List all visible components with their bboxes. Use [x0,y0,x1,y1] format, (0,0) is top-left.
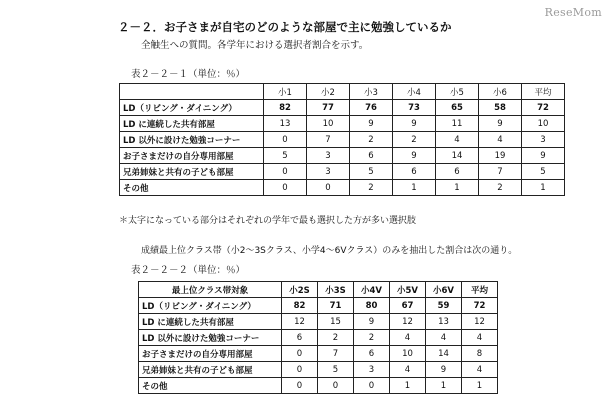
table2-col-header: 小2S [282,282,318,298]
table2-col-header: 平均 [462,282,498,298]
table1-cell: 11 [436,116,479,132]
table1-row-label: お子さまだけの自分専用部屋 [120,148,264,164]
table2-row [139,346,498,362]
table1-cell: 9 [522,148,565,164]
table1-cell: 77 [307,100,350,116]
table1-cell: 4 [436,132,479,148]
table2-cell: 4 [462,330,498,346]
table2-cell: 4 [390,330,426,346]
table2 [138,281,498,394]
table2-col-header: 小6V [426,282,462,298]
table1-cell: 3 [307,164,350,180]
table2-cell: 12 [390,314,426,330]
table2-cell: 1 [390,378,426,394]
bold-note: ＊太字になっている部分はそれぞれの学年で最も選択した方が多い選択肢 [119,216,417,226]
table1-cell: 9 [350,116,393,132]
table1-cell: 7 [479,164,522,180]
table1-row-label: 兄弟姉妹と共有の子ども部屋 [120,164,264,180]
table2-header-row [139,282,498,298]
table2-cell: 13 [426,314,462,330]
table1-cell: 1 [522,180,565,196]
table1-caption: 表２－２－１（単位：％） [131,69,246,80]
table2-row [139,314,498,330]
table1-row-label: LD（リビング・ダイニング） [120,100,264,116]
table2-col-header: 小5V [390,282,426,298]
table2-row [139,330,498,346]
table1-cell: 0 [264,180,307,196]
table1-corner [120,84,264,100]
table2-cell: 67 [390,298,426,314]
table1-row-label: その他 [120,180,264,196]
table2-col-header: 小3S [318,282,354,298]
table2-row [139,378,498,394]
table2-cell: 0 [282,378,318,394]
table2-cell: 0 [282,362,318,378]
table2-cell: 4 [426,330,462,346]
table1-cell: 2 [350,132,393,148]
table1-cell: 0 [307,180,350,196]
section-heading: ２－２．お子さまが自宅のどのような部屋で主に勉強しているか [118,20,452,34]
table2-row [139,362,498,378]
table2-cell: 5 [318,362,354,378]
table1-cell: 73 [393,100,436,116]
table2-cell: 0 [354,378,390,394]
table1-cell: 14 [436,148,479,164]
table1-cell: 5 [350,164,393,180]
table1-cell: 9 [393,148,436,164]
table2-cell: 9 [426,362,462,378]
table2-cell: 1 [426,378,462,394]
table1-row [120,148,565,164]
table2-row [139,298,498,314]
table2-cell: 12 [462,314,498,330]
table1-col-header: 小6 [479,84,522,100]
table1-cell: 6 [350,148,393,164]
table1-col-header: 小2 [307,84,350,100]
table2-row-label: LD（リビング・ダイニング） [139,298,282,314]
table2-cell: 6 [354,346,390,362]
table2-cell: 15 [318,314,354,330]
table2-cell: 3 [354,362,390,378]
table1-cell: 5 [264,148,307,164]
table1-cell: 0 [264,164,307,180]
table2-cell: 4 [462,362,498,378]
table1-cell: 1 [436,180,479,196]
table2-cell: 2 [354,330,390,346]
table2-corner: 最上位クラス帯対象 [139,282,282,298]
table1-cell: 0 [264,132,307,148]
table1-cell: 2 [350,180,393,196]
table1-row-label: LD 以外に設けた勉強コーナー [120,132,264,148]
table2-cell: 0 [318,378,354,394]
table1-header-row [120,84,565,100]
table1-cell: 3 [307,148,350,164]
table1-col-header: 平均 [522,84,565,100]
table2-cell: 72 [462,298,498,314]
table1-row [120,180,565,196]
table1-cell: 2 [393,132,436,148]
table2-cell: 0 [282,346,318,362]
table1-row [120,100,565,116]
table1-row [120,116,565,132]
table1-row [120,132,565,148]
table1-col-header: 小5 [436,84,479,100]
table2-cell: 59 [426,298,462,314]
site-logo: ReseMom [544,6,602,19]
table2-cell: 2 [318,330,354,346]
table1-col-header: 小4 [393,84,436,100]
table2-cell: 80 [354,298,390,314]
table1-cell: 3 [522,132,565,148]
table1-cell: 72 [522,100,565,116]
table2-cell: 6 [282,330,318,346]
table1-col-header: 小1 [264,84,307,100]
table1-cell: 10 [307,116,350,132]
table1-col-header: 小3 [350,84,393,100]
table2-col-header: 小4V [354,282,390,298]
table1-cell: 58 [479,100,522,116]
table2-row-label: お子さまだけの自分専用部屋 [139,346,282,362]
table2-cell: 14 [426,346,462,362]
table2-caption: 表２－２－２（単位：％） [131,265,246,276]
intro-text: 全触生への質問。各学年における選択者割合を示す。 [141,40,369,51]
table1-cell: 82 [264,100,307,116]
table2-cell: 82 [282,298,318,314]
table1-cell: 65 [436,100,479,116]
table2-row-label: LD 以外に設けた勉強コーナー [139,330,282,346]
table2-cell: 12 [282,314,318,330]
table2-cell: 1 [462,378,498,394]
table1-cell: 2 [479,180,522,196]
table2-description: 成績最上位クラス帯（小2～3Sクラス、小学4～6Vクラス）のみを抽出した割合は次の通り。 [141,246,518,256]
table2-cell: 9 [354,314,390,330]
table1-cell: 76 [350,100,393,116]
table1-cell: 10 [522,116,565,132]
table1-cell: 1 [393,180,436,196]
table2-cell: 8 [462,346,498,362]
table2-cell: 4 [390,362,426,378]
table1 [119,83,565,196]
table1-row-label: LD に連続した共有部屋 [120,116,264,132]
table2-row-label: 兄弟姉妹と共有の子ども部屋 [139,362,282,378]
table1-cell: 13 [264,116,307,132]
table1-cell: 5 [522,164,565,180]
table2-cell: 71 [318,298,354,314]
table2-row-label: その他 [139,378,282,394]
table1-cell: 9 [393,116,436,132]
table1-cell: 9 [479,116,522,132]
table2-cell: 7 [318,346,354,362]
table1-cell: 6 [436,164,479,180]
table1-row [120,164,565,180]
table1-cell: 4 [479,132,522,148]
table2-cell: 10 [390,346,426,362]
table2-row-label: LD に連続した共有部屋 [139,314,282,330]
table1-cell: 19 [479,148,522,164]
table1-cell: 7 [307,132,350,148]
table1-cell: 6 [393,164,436,180]
